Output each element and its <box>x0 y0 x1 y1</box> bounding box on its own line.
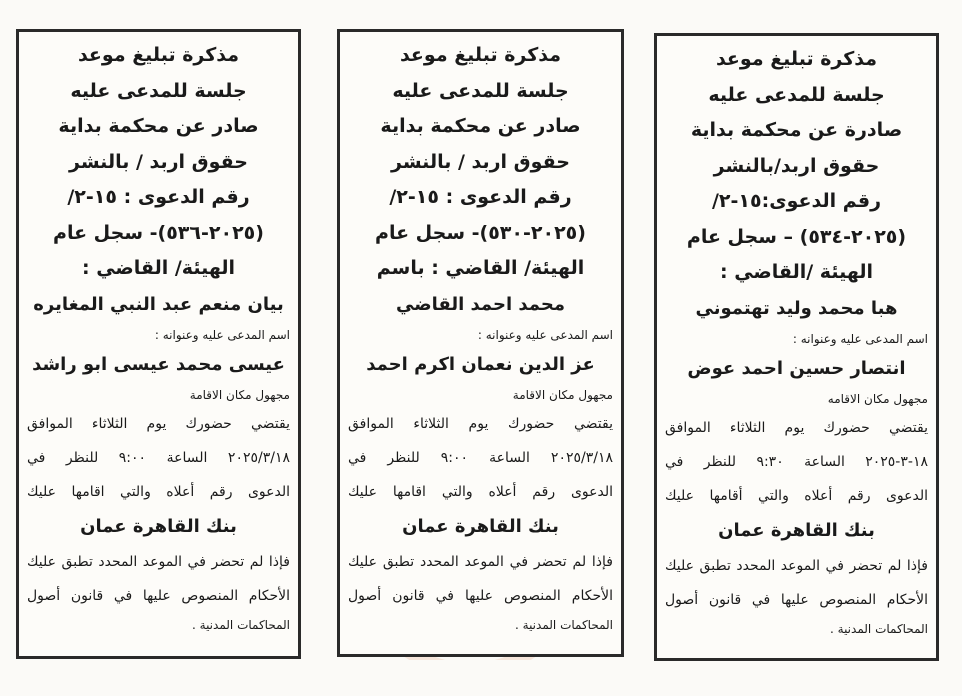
notice-issued: صادر عن محكمة بداية <box>380 115 581 137</box>
notice-attend: يقتضي حضورك يوم الثلاثاء الموافق <box>27 415 290 432</box>
notice-session: جلسة للمدعى عليه <box>708 83 885 106</box>
notice-warning-1: فإذا لم تحضر في الموعد المحدد تطبق عليك <box>27 553 290 570</box>
notice-residence: مجهول مكان الاقامه <box>827 391 928 406</box>
notice-residence: مجهول مكان الاقامة <box>512 387 613 402</box>
notice-plaintiff: بنك القاهرة عمان <box>80 515 237 537</box>
notice-court: حقوق اربد / بالنشر <box>69 150 248 173</box>
notice-warning-3: المحاكمات المدنية . <box>515 617 613 632</box>
notice-defendant-label: اسم المدعى عليه وعنوانه : <box>792 331 928 346</box>
notice-session: جلسة للمدعى عليه <box>70 79 247 102</box>
notice-judge-label: الهيئة/ القاضي : <box>81 257 236 279</box>
notice-datetime: ٢٠٢٥/٣/١٨ الساعة ٩:٠٠ للنظر في <box>348 449 613 466</box>
notice-plaintiff: بنك القاهرة عمان <box>718 519 875 541</box>
notice-case-no: رقم الدعوى:١٥-٢/ <box>711 190 882 212</box>
notice-right <box>654 33 939 661</box>
notice-title: مذكرة تبليغ موعد <box>77 44 240 66</box>
notice-left <box>16 29 301 659</box>
notice-title: مذكرة تبليغ موعد <box>715 48 878 70</box>
notice-warning-2: الأحكام المنصوص عليها في قانون أصول <box>665 591 928 608</box>
notice-residence: مجهول مكان الاقامة <box>189 387 290 402</box>
notice-attend: يقتضي حضورك يوم الثلاثاء الموافق <box>348 415 613 432</box>
notice-judge-name: محمد احمد القاضي <box>396 293 565 315</box>
notice-defendant-name: انتصار حسين احمد عوض <box>687 357 906 379</box>
notice-case-no: رقم الدعوى : ١٥-٢/ <box>67 186 250 208</box>
notice-middle <box>337 29 624 657</box>
notice-case-ref: الدعوى رقم أعلاه والتي أقامها عليك <box>665 487 928 504</box>
notice-court: حقوق اربد/بالنشر <box>713 154 880 177</box>
notice-issued: صادرة عن محكمة بداية <box>690 119 903 141</box>
notice-defendant-name: عز الدين نعمان اكرم احمد <box>366 353 595 375</box>
notice-attend: يقتضي حضورك يوم الثلاثاء الموافق <box>665 419 928 436</box>
notice-defendant-name: عيسى محمد عيسى ابو راشد <box>32 353 285 375</box>
notice-case-year: (٢٠٢٥-٥٣٠)- سجل عام <box>375 221 586 244</box>
notice-case-year: (٢٠٢٥-٥٣٤) – سجل عام <box>686 225 907 248</box>
notice-warning-2: الأحكام المنصوص عليها في قانون أصول <box>27 587 290 604</box>
notice-defendant-label: اسم المدعى عليه وعنوانه : <box>154 327 290 342</box>
notice-issued: صادر عن محكمة بداية <box>58 115 259 137</box>
notice-warning-3: المحاكمات المدنية . <box>192 617 290 632</box>
notice-session: جلسة للمدعى عليه <box>392 79 569 102</box>
notice-warning-3: المحاكمات المدنية . <box>830 621 928 636</box>
notice-defendant-label: اسم المدعى عليه وعنوانه : <box>477 327 613 342</box>
notice-warning-1: فإذا لم تحضر في الموعد المحدد تطبق عليك <box>665 557 928 574</box>
notice-judge-label: الهيئة /القاضي : <box>719 261 874 283</box>
notice-judge-name: هبا محمد وليد تهتموني <box>695 297 898 319</box>
notice-judge-name: بيان منعم عبد النبي المغايره <box>33 293 284 315</box>
notice-warning-2: الأحكام المنصوص عليها في قانون أصول <box>348 587 613 604</box>
notice-title: مذكرة تبليغ موعد <box>399 44 562 66</box>
notice-case-ref: الدعوى رقم أعلاه والتي اقامها عليك <box>348 483 613 500</box>
notice-datetime: ١٨-٣-٢٠٢٥ الساعة ٩:٣٠ للنظر في <box>665 453 928 470</box>
notice-case-year: (٢٠٢٥-٥٣٦)- سجل عام <box>53 221 264 244</box>
notice-judge-label: الهيئة/ القاضي : باسم <box>376 257 585 279</box>
notice-case-ref: الدعوى رقم أعلاه والتي اقامها عليك <box>27 483 290 500</box>
notice-datetime: ٢٠٢٥/٣/١٨ الساعة ٩:٠٠ للنظر في <box>27 449 290 466</box>
notice-court: حقوق اربد / بالنشر <box>391 150 570 173</box>
notice-plaintiff: بنك القاهرة عمان <box>402 515 559 537</box>
notice-warning-1: فإذا لم تحضر في الموعد المحدد تطبق عليك <box>348 553 613 570</box>
notice-case-no: رقم الدعوى : ١٥-٢/ <box>389 186 572 208</box>
